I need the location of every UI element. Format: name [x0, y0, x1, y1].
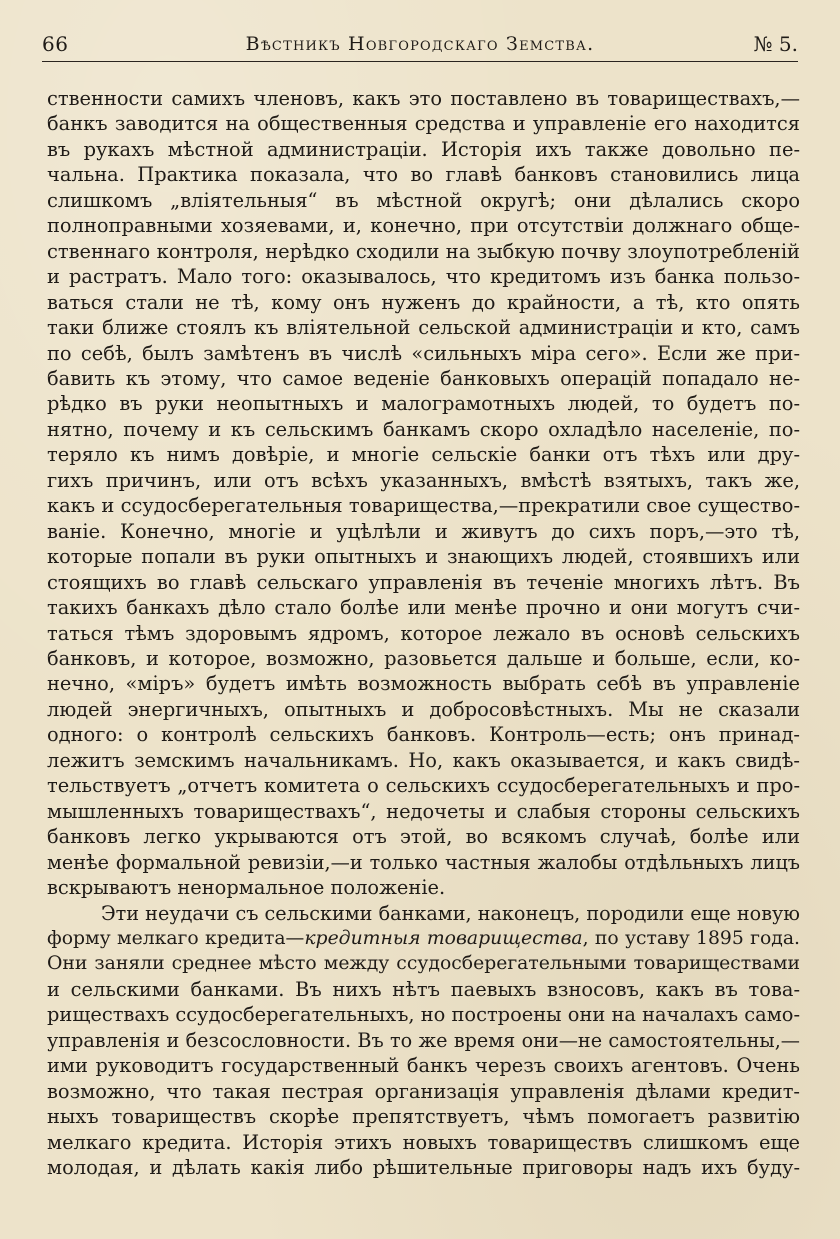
text-run: форму мелкаго кредита—	[47, 927, 305, 949]
text-line: ныхъ товариществъ скорѣе препятствуетъ, чѣмъ помогаетъ развитію	[47, 1105, 800, 1129]
text-line: Эти неудачи съ сельскими банками, наконецъ, породили еще новую	[101, 901, 800, 925]
text-line: бавить къ этому, что самое веденіе банковыхъ операцій попадало не-	[47, 366, 800, 390]
paragraph-1	[47, 86, 800, 901]
header-rule	[42, 61, 798, 62]
text-line: ственности самихъ членовъ, какъ это поставлено въ товариществахъ,—	[47, 87, 800, 110]
text-line: по себѣ, былъ замѣтенъ въ числѣ «сильныхъ міра сего». Если же при-	[47, 341, 800, 365]
text-line: мышленныхъ товариществахъ“, недочеты и слабыя стороны сельскихъ	[47, 799, 800, 823]
text-line: и растратъ. Мало того: оказывалось, что кредитомъ изъ банка пользо-	[47, 265, 800, 289]
text-line: ваться стали не тѣ, кому онъ нуженъ до крайности, а тѣ, кто опять	[47, 290, 800, 314]
italic-term: кредитныя товарищества	[304, 927, 583, 949]
text-line: и сельскими банками. Въ нихъ нѣтъ паевыхъ взносовъ, какъ въ това-	[47, 977, 800, 1001]
text-line: нечно, «міръ» будетъ имѣть возможность выбрать себѣ въ управленіе	[47, 672, 800, 696]
text-run: , по уставу 1895 года.	[582, 927, 800, 949]
text-line: возможно, что такая пестрая организація управленія дѣлами кредит-	[47, 1079, 800, 1103]
text-line: рѣдко въ руки неопытныхъ и малограмотныхъ людей, то будетъ по-	[47, 392, 800, 416]
text-line: стоящихъ во главѣ сельскаго управленія въ теченіе многихъ лѣтъ. Въ	[47, 570, 800, 594]
text-line: одного: о контролѣ сельскихъ банковъ. Контроль—есть; онъ принад-	[47, 723, 800, 747]
paragraph-2	[47, 901, 800, 1181]
text-line: какъ и ссудосберегательныя товарищества,—прекратили свое существо-	[47, 494, 800, 518]
text-line: слишкомъ „вліятельныя“ въ мѣстной округѣ; они дѣлались скоро	[47, 188, 800, 212]
running-title: Вѣстникъ Новгородскаго Земства.	[245, 33, 595, 55]
text-line: банковъ легко укрываются отъ этой, во всякомъ случаѣ, болѣе или	[47, 825, 800, 849]
text-line: управленія и безсословности. Въ то же время они—не самостоятельны,—	[47, 1028, 800, 1052]
text-line: тельствуетъ „отчетъ комитета о сельскихъ ссудосберегательныхъ и про-	[47, 774, 800, 798]
text-line: лежитъ земскимъ начальникамъ. Но, какъ оказывается, и какъ свидѣ-	[47, 748, 800, 772]
text-line: риществахъ ссудосберегательныхъ, но построены они на началахъ само-	[47, 1003, 801, 1027]
text-line: которые попали въ руки опытныхъ и знающихъ людей, стоявшихъ или	[47, 545, 800, 569]
text-line: въ рукахъ мѣстной администраціи. Исторія ихъ также довольно пе-	[47, 137, 800, 161]
text-line: банковъ, и которое, возможно, разовьется дальше и больше, если, ко-	[47, 646, 800, 670]
text-line: нятно, почему и къ сельскимъ банкамъ скоро охладѣло населеніе, по-	[47, 417, 800, 441]
text-line: людей энергичныхъ, опытныхъ и добросовѣстныхъ. Мы не сказали	[47, 697, 800, 721]
text-line: молодая, и дѣлать какія либо рѣшительные приговоры надъ ихъ буду-	[47, 1156, 800, 1180]
text-line: ими руководитъ государственный банкъ черезъ своихъ агентовъ. Очень	[47, 1054, 800, 1078]
text-line: ственнаго контроля, нерѣдко сходили на зыбкую почву злоупотребленій	[47, 239, 800, 263]
text-line: мелкаго кредита. Исторія этихъ новыхъ товариществъ слишкомъ еще	[47, 1130, 800, 1154]
text-line: теряло къ нимъ довѣріе, и многіе сельскіе банки отъ тѣхъ или дру-	[47, 443, 800, 467]
text-line: гихъ причинъ, или отъ всѣхъ указанныхъ, вмѣстѣ взятыхъ, такъ же,	[47, 468, 800, 492]
text-line: полноправными хозяевами, и, конечно, при отсутствіи должнаго обще-	[47, 214, 800, 238]
text-line: такихъ банкахъ дѣло стало болѣе или менѣе прочно и они могутъ счи-	[47, 596, 800, 620]
text-line: таться тѣмъ здоровымъ ядромъ, которое лежало въ основѣ сельскихъ	[47, 621, 800, 645]
text-line: ваніе. Конечно, многіе и уцѣлѣли и живутъ до сихъ поръ,—это тѣ,	[47, 519, 800, 543]
text-line: таки ближе стоялъ къ вліятельной сельской администраціи и кто, самъ	[47, 316, 800, 340]
page-number: 66	[42, 32, 69, 56]
text-line: менѣе формальной ревизіи,—и только частныя жалобы отдѣльныхъ лицъ	[47, 850, 800, 874]
text-line: банкъ заводится на общественныя средства и управленіе его находится	[47, 112, 800, 136]
body-text	[47, 86, 800, 1180]
text-line	[47, 926, 800, 951]
text-line: Они заняли среднее мѣсто между ссудосберегательными товариществами	[47, 953, 800, 975]
running-header	[42, 32, 798, 60]
issue-number: № 5.	[753, 32, 798, 56]
text-line: чальна. Практика показала, что во главѣ банковъ становились лица	[47, 163, 800, 187]
text-line: вскрываютъ ненормальное положеніе.	[47, 876, 446, 900]
